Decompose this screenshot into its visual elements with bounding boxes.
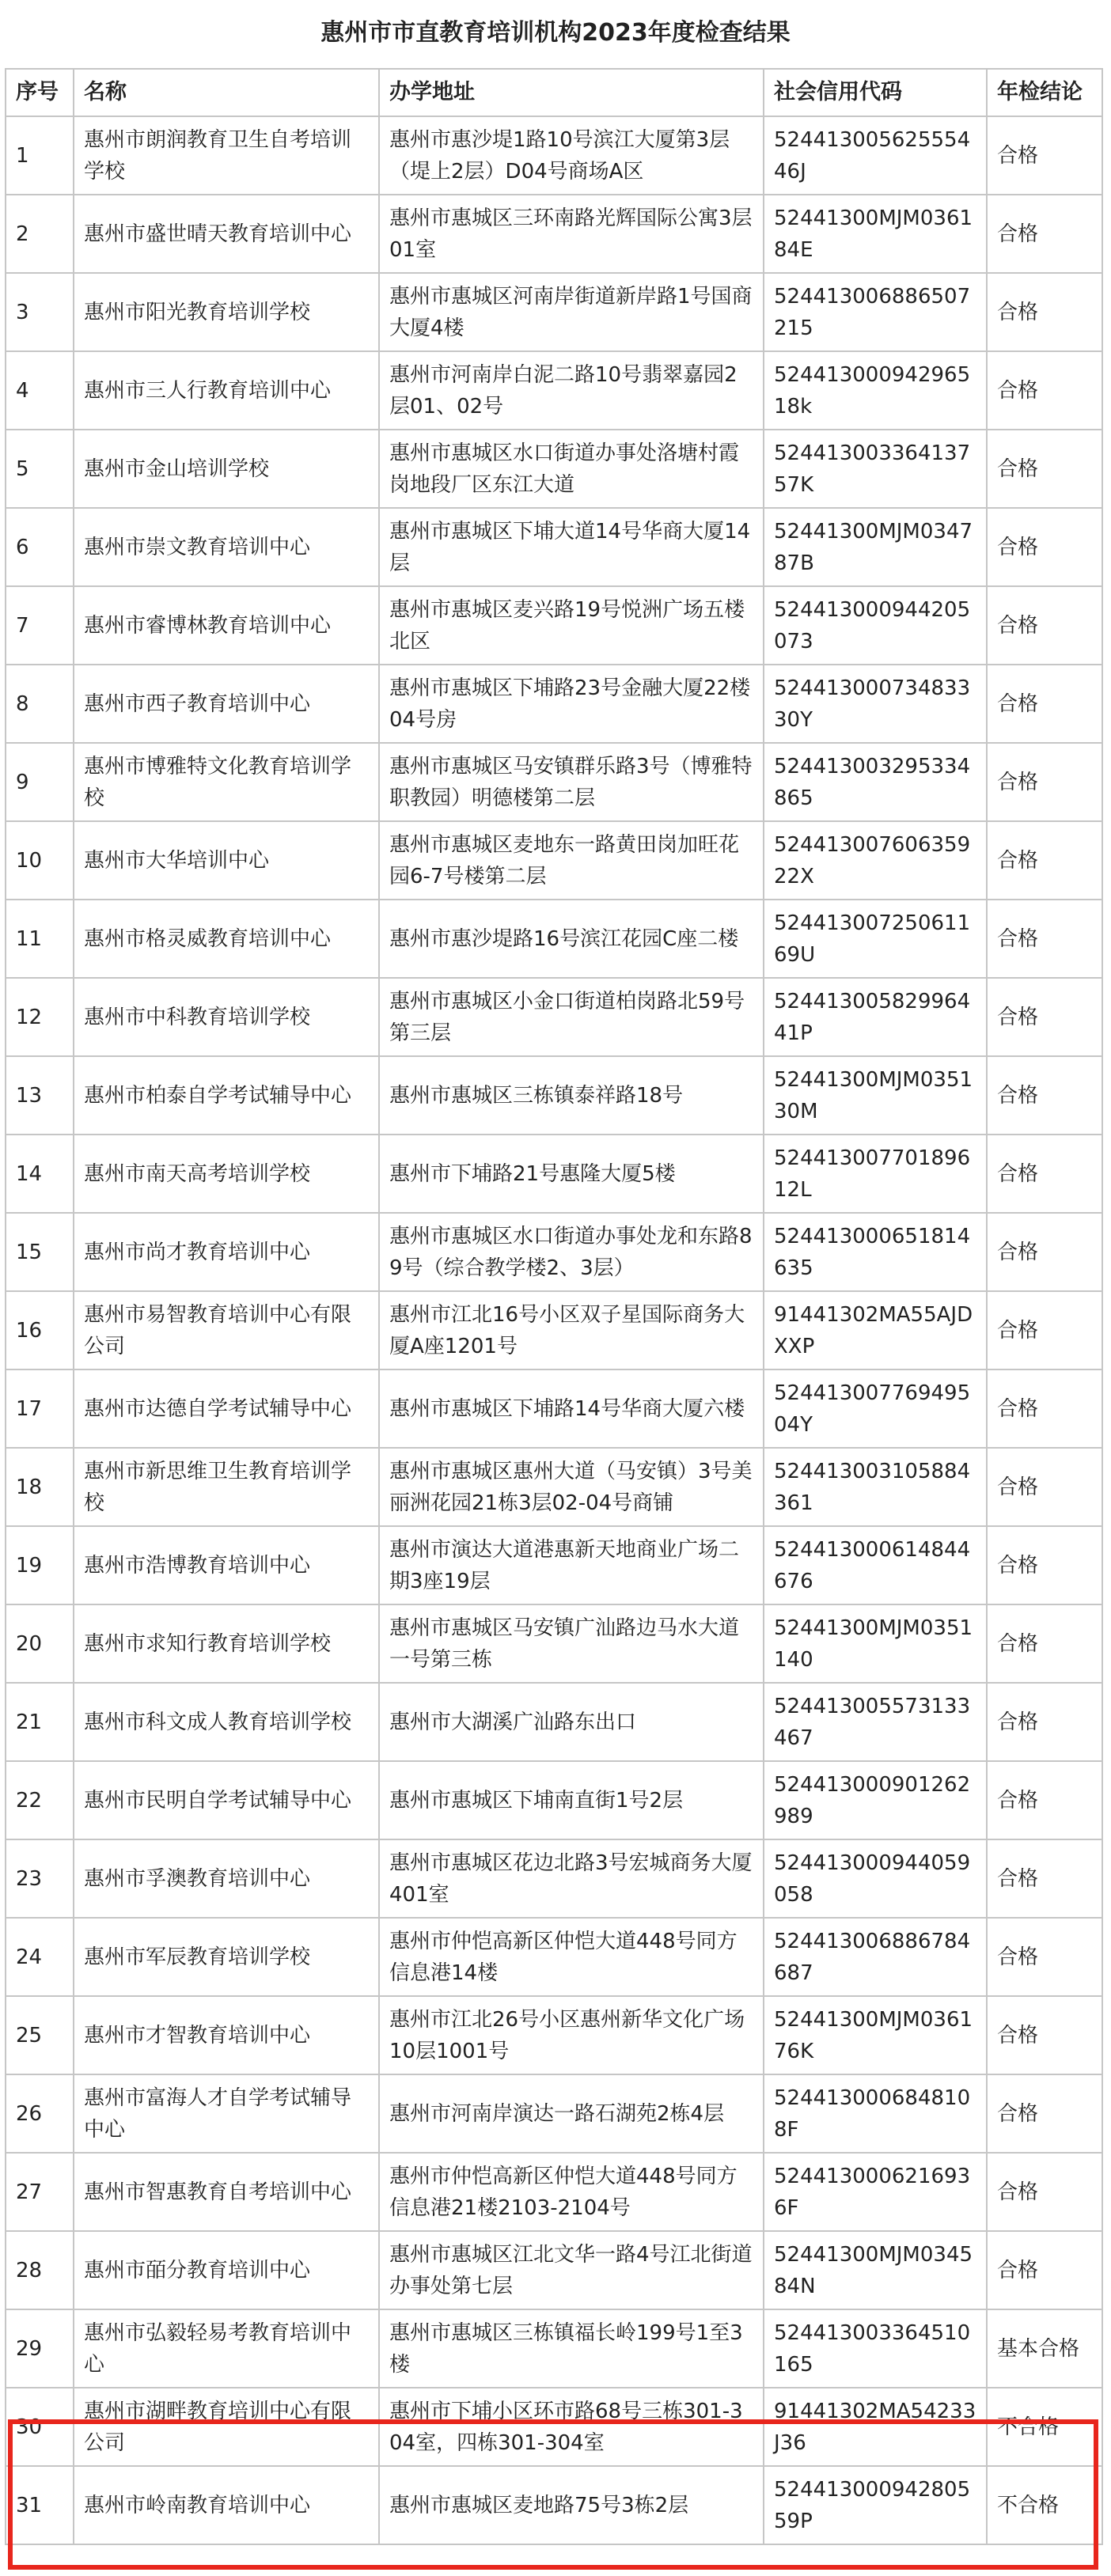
cell-conclusion: 合格	[987, 2074, 1102, 2153]
results-table-container	[5, 68, 1102, 2545]
cell-conclusion: 合格	[987, 1526, 1102, 1604]
cell-credit-code: 5244130006216936F	[764, 2153, 987, 2231]
cell-name: 惠州市才智教育培训中心	[74, 1996, 379, 2074]
cell-conclusion: 合格	[987, 1135, 1102, 1213]
cell-conclusion: 合格	[987, 351, 1102, 430]
cell-conclusion: 合格	[987, 2231, 1102, 2309]
header-name: 名称	[74, 69, 379, 116]
cell-index: 23	[6, 1839, 74, 1918]
cell-credit-code: 5244130006848108F	[764, 2074, 987, 2153]
cell-address: 惠州市惠城区下埔路14号华商大厦六楼	[379, 1369, 764, 1448]
table-body	[6, 116, 1102, 2544]
cell-index: 5	[6, 430, 74, 508]
cell-conclusion: 合格	[987, 430, 1102, 508]
cell-conclusion: 合格	[987, 273, 1102, 351]
cell-address: 惠州市惠城区马安镇广汕路边马水大道一号第三栋	[379, 1604, 764, 1683]
table-row	[6, 1135, 1102, 1213]
cell-address: 惠州市江北16号小区双子星国际商务大厦A座1201号	[379, 1291, 764, 1369]
table-row	[6, 1604, 1102, 1683]
table-row	[6, 1996, 1102, 2074]
cell-credit-code: 52441300094296518k	[764, 351, 987, 430]
cell-credit-code: 52441300725061169U	[764, 900, 987, 978]
table-row	[6, 1839, 1102, 1918]
cell-name: 惠州市达德自学考试辅导中心	[74, 1369, 379, 1448]
cell-name: 惠州市岭南教育培训中心	[74, 2466, 379, 2544]
cell-name: 惠州市弘毅轻易考教育培训中心	[74, 2309, 379, 2388]
table-row	[6, 1448, 1102, 1526]
table-row	[6, 508, 1102, 586]
table-row	[6, 2466, 1102, 2544]
cell-conclusion: 合格	[987, 1291, 1102, 1369]
table-row	[6, 273, 1102, 351]
results-table	[5, 68, 1103, 2545]
cell-credit-code: 52441300MJM036184E	[764, 195, 987, 273]
cell-credit-code: 52441300MJM034584N	[764, 2231, 987, 2309]
cell-index: 28	[6, 2231, 74, 2309]
cell-index: 12	[6, 978, 74, 1056]
cell-credit-code: 52441300MJM034787B	[764, 508, 987, 586]
cell-name: 惠州市盛世晴天教育培训中心	[74, 195, 379, 273]
cell-credit-code: 52441300770189612L	[764, 1135, 987, 1213]
cell-conclusion: 不合格	[987, 2466, 1102, 2544]
cell-credit-code: 52441300MJM0351140	[764, 1604, 987, 1683]
table-row	[6, 195, 1102, 273]
table-row	[6, 2309, 1102, 2388]
cell-name: 惠州市大华培训中心	[74, 821, 379, 900]
cell-conclusion: 合格	[987, 1683, 1102, 1761]
cell-address: 惠州市惠城区水口街道办事处龙和东路89号（综合教学楼2、3层）	[379, 1213, 764, 1291]
cell-address: 惠州市河南岸演达一路石湖苑2栋4层	[379, 2074, 764, 2153]
cell-address: 惠州市演达大道港惠新天地商业广场二期3座19层	[379, 1526, 764, 1604]
table-row	[6, 2074, 1102, 2153]
cell-address: 惠州市惠城区麦地路75号3栋2层	[379, 2466, 764, 2544]
cell-conclusion: 合格	[987, 195, 1102, 273]
cell-name: 惠州市博雅特文化教育培训学校	[74, 743, 379, 821]
cell-credit-code: 524413000614844676	[764, 1526, 987, 1604]
cell-conclusion: 合格	[987, 900, 1102, 978]
cell-index: 26	[6, 2074, 74, 2153]
cell-credit-code: 524413006886784687	[764, 1918, 987, 1996]
header-index: 序号	[6, 69, 74, 116]
cell-address: 惠州市仲恺高新区仲恺大道448号同方信息港21楼2103-2104号	[379, 2153, 764, 2231]
table-row	[6, 2231, 1102, 2309]
cell-conclusion: 合格	[987, 978, 1102, 1056]
cell-name: 惠州市尚才教育培训中心	[74, 1213, 379, 1291]
cell-credit-code: 524413000901262989	[764, 1761, 987, 1839]
cell-address: 惠州市惠沙堤路16号滨江花园C座二楼	[379, 900, 764, 978]
cell-name: 惠州市民明自学考试辅导中心	[74, 1761, 379, 1839]
cell-credit-code: 52441300760635922X	[764, 821, 987, 900]
cell-index: 31	[6, 2466, 74, 2544]
table-row	[6, 2153, 1102, 2231]
cell-conclusion: 合格	[987, 1761, 1102, 1839]
table-header	[6, 69, 1102, 116]
cell-credit-code: 52441300582996441P	[764, 978, 987, 1056]
cell-name: 惠州市崇文教育培训中心	[74, 508, 379, 586]
cell-credit-code: 524413003364510165	[764, 2309, 987, 2388]
cell-address: 惠州市惠沙堤1路10号滨江大厦第3层（堤上2层）D04号商场A区	[379, 116, 764, 195]
cell-credit-code: 524413000944205073	[764, 586, 987, 665]
table-row	[6, 665, 1102, 743]
cell-conclusion: 合格	[987, 1918, 1102, 1996]
cell-name: 惠州市智惠教育自考培训中心	[74, 2153, 379, 2231]
cell-name: 惠州市中科教育培训学校	[74, 978, 379, 1056]
cell-address: 惠州市惠城区小金口街道柏岗路北59号第三层	[379, 978, 764, 1056]
cell-conclusion: 合格	[987, 586, 1102, 665]
cell-index: 16	[6, 1291, 74, 1369]
cell-address: 惠州市惠城区三栋镇福长岭199号1至3楼	[379, 2309, 764, 2388]
cell-address: 惠州市河南岸白泥二路10号翡翠嘉园2层01、02号	[379, 351, 764, 430]
cell-address: 惠州市大湖溪广汕路东出口	[379, 1683, 764, 1761]
cell-conclusion: 合格	[987, 665, 1102, 743]
cell-name: 惠州市格灵威教育培训中心	[74, 900, 379, 978]
cell-name: 惠州市三人行教育培训中心	[74, 351, 379, 430]
cell-index: 13	[6, 1056, 74, 1135]
cell-credit-code: 52441300562555446J	[764, 116, 987, 195]
table-row	[6, 900, 1102, 978]
cell-conclusion: 合格	[987, 2153, 1102, 2231]
cell-name: 惠州市南天高考培训学校	[74, 1135, 379, 1213]
cell-name: 惠州市朗润教育卫生自考培训学校	[74, 116, 379, 195]
header-credit-code: 社会信用代码	[764, 69, 987, 116]
table-row	[6, 743, 1102, 821]
cell-credit-code: 52441300336413757K	[764, 430, 987, 508]
cell-name: 惠州市科文成人教育培训学校	[74, 1683, 379, 1761]
table-row	[6, 1291, 1102, 1369]
cell-credit-code: 52441300MJM035130M	[764, 1056, 987, 1135]
cell-index: 21	[6, 1683, 74, 1761]
cell-name: 惠州市求知行教育培训学校	[74, 1604, 379, 1683]
cell-conclusion: 合格	[987, 743, 1102, 821]
cell-index: 18	[6, 1448, 74, 1526]
cell-credit-code: 52441300776949504Y	[764, 1369, 987, 1448]
cell-name: 惠州市新思维卫生教育培训学校	[74, 1448, 379, 1526]
header-row	[6, 69, 1102, 116]
cell-name: 惠州市易智教育培训中心有限公司	[74, 1291, 379, 1369]
cell-name: 惠州市皕分教育培训中心	[74, 2231, 379, 2309]
cell-index: 15	[6, 1213, 74, 1291]
table-row	[6, 116, 1102, 195]
cell-credit-code: 524413003295334865	[764, 743, 987, 821]
cell-address: 惠州市惠城区下埔大道14号华商大厦14层	[379, 508, 764, 586]
cell-name: 惠州市柏泰自学考试辅导中心	[74, 1056, 379, 1135]
cell-conclusion: 合格	[987, 1369, 1102, 1448]
page-title: 惠州市市直教育培训机构2023年度检查结果	[320, 19, 791, 47]
cell-credit-code: 52441300073483330Y	[764, 665, 987, 743]
cell-address: 惠州市惠城区花边北路3号宏城商务大厦401室	[379, 1839, 764, 1918]
cell-conclusion: 合格	[987, 508, 1102, 586]
cell-address: 惠州市惠城区水口街道办事处洛塘村霞岗地段厂区东江大道	[379, 430, 764, 508]
cell-credit-code: 91441302MA54233J36	[764, 2388, 987, 2466]
cell-address: 惠州市惠城区河南岸街道新岸路1号国商大厦4楼	[379, 273, 764, 351]
cell-index: 3	[6, 273, 74, 351]
cell-address: 惠州市惠城区麦兴路19号悦洲广场五楼北区	[379, 586, 764, 665]
cell-index: 9	[6, 743, 74, 821]
cell-index: 24	[6, 1918, 74, 1996]
cell-name: 惠州市阳光教育培训学校	[74, 273, 379, 351]
cell-index: 2	[6, 195, 74, 273]
header-conclusion: 年检结论	[987, 69, 1102, 116]
cell-conclusion: 合格	[987, 116, 1102, 195]
cell-credit-code: 52441300094280559P	[764, 2466, 987, 2544]
cell-index: 19	[6, 1526, 74, 1604]
table-row	[6, 1683, 1102, 1761]
cell-address: 惠州市仲恺高新区仲恺大道448号同方信息港14楼	[379, 1918, 764, 1996]
table-row	[6, 2388, 1102, 2466]
table-row	[6, 1213, 1102, 1291]
cell-conclusion: 不合格	[987, 2388, 1102, 2466]
header-address: 办学地址	[379, 69, 764, 116]
table-row	[6, 586, 1102, 665]
cell-conclusion: 基本合格	[987, 2309, 1102, 2388]
cell-index: 8	[6, 665, 74, 743]
table-row	[6, 1918, 1102, 1996]
cell-address: 惠州市惠城区马安镇群乐路3号（博雅特职教园）明德楼第二层	[379, 743, 764, 821]
cell-address: 惠州市下埔小区环市路68号三栋301-304室，四栋301-304室	[379, 2388, 764, 2466]
cell-conclusion: 合格	[987, 821, 1102, 900]
cell-index: 14	[6, 1135, 74, 1213]
cell-index: 4	[6, 351, 74, 430]
cell-address: 惠州市惠城区江北文华一路4号江北街道办事处第七层	[379, 2231, 764, 2309]
cell-conclusion: 合格	[987, 1839, 1102, 1918]
table-row	[6, 430, 1102, 508]
cell-credit-code: 524413003105884361	[764, 1448, 987, 1526]
cell-credit-code: 91441302MA55AJDXXP	[764, 1291, 987, 1369]
cell-address: 惠州市下埔路21号惠隆大厦5楼	[379, 1135, 764, 1213]
cell-index: 29	[6, 2309, 74, 2388]
cell-address: 惠州市惠城区惠州大道（马安镇）3号美丽洲花园21栋3层02-04号商铺	[379, 1448, 764, 1526]
cell-address: 惠州市惠城区三栋镇泰祥路18号	[379, 1056, 764, 1135]
cell-index: 10	[6, 821, 74, 900]
cell-index: 1	[6, 116, 74, 195]
cell-credit-code: 524413006886507215	[764, 273, 987, 351]
cell-index: 25	[6, 1996, 74, 2074]
cell-index: 30	[6, 2388, 74, 2466]
table-row	[6, 1369, 1102, 1448]
cell-name: 惠州市富海人才自学考试辅导中心	[74, 2074, 379, 2153]
table-row	[6, 351, 1102, 430]
table-row	[6, 978, 1102, 1056]
cell-conclusion: 合格	[987, 1213, 1102, 1291]
cell-conclusion: 合格	[987, 1056, 1102, 1135]
cell-index: 6	[6, 508, 74, 586]
cell-index: 20	[6, 1604, 74, 1683]
cell-name: 惠州市西子教育培训中心	[74, 665, 379, 743]
table-row	[6, 821, 1102, 900]
table-row	[6, 1761, 1102, 1839]
cell-index: 17	[6, 1369, 74, 1448]
cell-name: 惠州市浩博教育培训中心	[74, 1526, 379, 1604]
cell-address: 惠州市惠城区下埔路23号金融大厦22楼04号房	[379, 665, 764, 743]
cell-conclusion: 合格	[987, 1996, 1102, 2074]
table-row	[6, 1526, 1102, 1604]
cell-credit-code: 52441300MJM036176K	[764, 1996, 987, 2074]
cell-index: 7	[6, 586, 74, 665]
cell-name: 惠州市湖畔教育培训中心有限公司	[74, 2388, 379, 2466]
cell-address: 惠州市惠城区三环南路光辉国际公寓3层01室	[379, 195, 764, 273]
cell-name: 惠州市金山培训学校	[74, 430, 379, 508]
cell-conclusion: 合格	[987, 1604, 1102, 1683]
cell-name: 惠州市睿博林教育培训中心	[74, 586, 379, 665]
cell-index: 11	[6, 900, 74, 978]
cell-address: 惠州市惠城区下埔南直街1号2层	[379, 1761, 764, 1839]
cell-index: 22	[6, 1761, 74, 1839]
cell-credit-code: 524413000651814635	[764, 1213, 987, 1291]
cell-index: 27	[6, 2153, 74, 2231]
cell-address: 惠州市江北26号小区惠州新华文化广场10层1001号	[379, 1996, 764, 2074]
cell-name: 惠州市孚澳教育培训中心	[74, 1839, 379, 1918]
cell-credit-code: 524413005573133467	[764, 1683, 987, 1761]
cell-credit-code: 524413000944059058	[764, 1839, 987, 1918]
cell-conclusion: 合格	[987, 1448, 1102, 1526]
table-row	[6, 1056, 1102, 1135]
cell-name: 惠州市军辰教育培训学校	[74, 1918, 379, 1996]
cell-address: 惠州市惠城区麦地东一路黄田岗加旺花园6-7号楼第二层	[379, 821, 764, 900]
